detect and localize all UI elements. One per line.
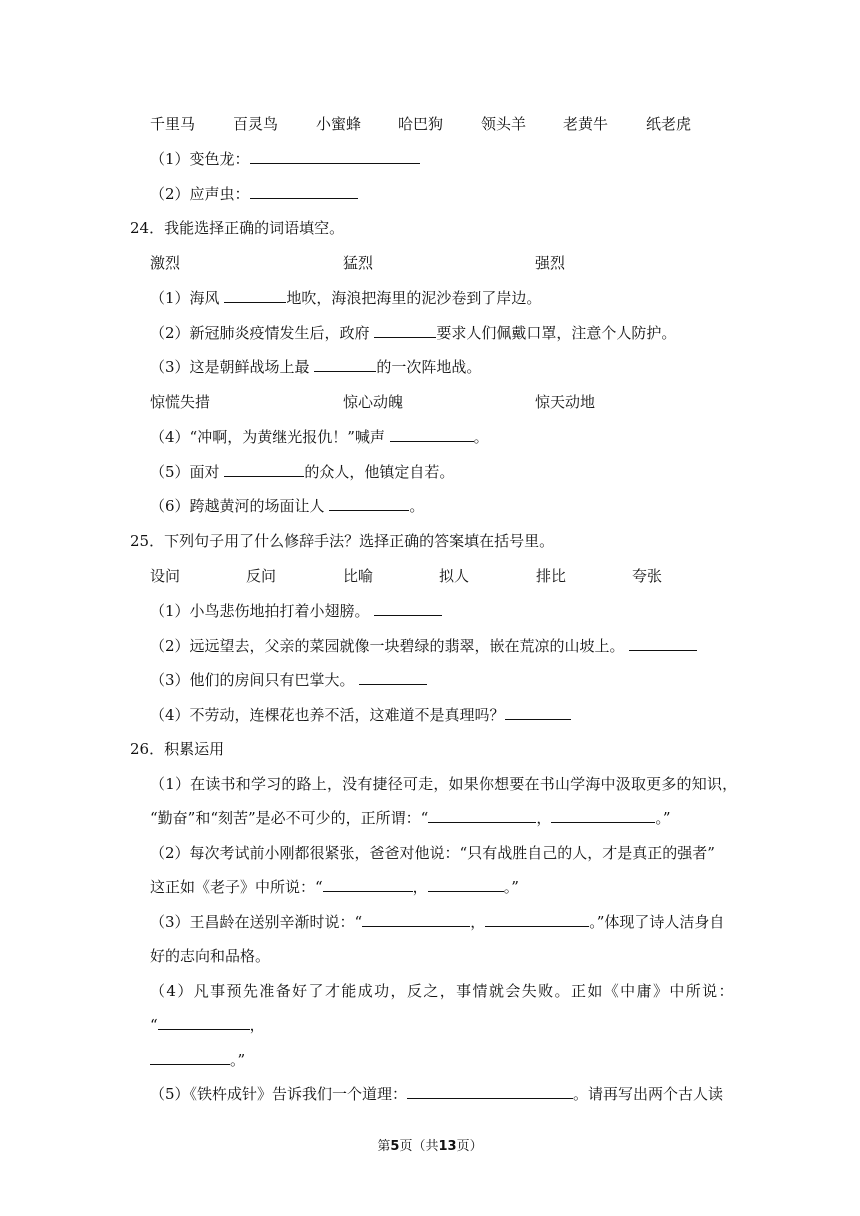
q26-p3-line1: （3）王昌龄在送别辛渐时说：“ ， 。”体现了诗人洁身自 xyxy=(150,913,725,931)
q25-sentence-3: （3）他们的房间只有巴掌大。 xyxy=(150,670,427,690)
option-word: 设问 xyxy=(150,567,181,585)
answer-blank[interactable] xyxy=(314,357,376,372)
q24-sentence-2: （2）新冠肺炎疫情发生后，政府 要求人们佩戴口罩，注意个人防护。 xyxy=(150,324,677,342)
q26-p2-line1: （2）每次考试前小刚都很紧张，爸爸对他说：“只有战胜自己的人，才是真正的强者” xyxy=(150,844,715,862)
option-word: 反问 xyxy=(246,567,277,585)
q24-sentence-1: （1）海风 地吹，海浪把海里的泥沙卷到了岸边。 xyxy=(150,289,542,307)
q25-sentence-4: （4）不劳动，连棵花也养不活，这难道不是真理吗？ xyxy=(150,705,571,725)
word-option: 惊心动魄 xyxy=(343,393,404,411)
q26-p5-line1: （5）《铁杵成针》告诉我们一个道理： 。请再写出两个古人读 xyxy=(150,1085,724,1103)
q26-p1-line1: （1）在读书和学习的路上，没有捷径可走，如果你想要在书山学海中汲取更多的知识， xyxy=(150,775,738,793)
q26-p4-line2: “ ， xyxy=(150,1016,265,1034)
answer-blank[interactable] xyxy=(629,636,697,651)
word-option: 小蜜蜂 xyxy=(316,115,362,133)
page-number: 5 xyxy=(390,1139,400,1154)
answer-blank[interactable] xyxy=(158,1015,250,1030)
answer-blank[interactable] xyxy=(374,323,436,338)
word-option: 百灵鸟 xyxy=(233,115,279,133)
answer-blank[interactable] xyxy=(250,149,420,164)
option-word: 拟人 xyxy=(439,567,470,585)
answer-blank[interactable] xyxy=(224,462,304,477)
q24-sentence-3: （3）这是朝鲜战场上最 的一次阵地战。 xyxy=(150,358,482,376)
word-option: 惊慌失措 xyxy=(150,393,211,411)
q26-p4-line1: （4）凡事预先准备好了才能成功，反之，事情就会失败。正如《中庸》中所说： xyxy=(150,982,735,1000)
option-word: 排比 xyxy=(536,567,567,585)
answer-blank[interactable] xyxy=(428,808,536,823)
answer-blank[interactable] xyxy=(428,877,504,892)
answer-blank[interactable] xyxy=(150,1050,230,1065)
answer-blank[interactable] xyxy=(329,496,409,511)
answer-blank[interactable] xyxy=(250,184,358,199)
word-option: 猛烈 xyxy=(343,254,374,272)
question-26-title: 26．积累运用 xyxy=(130,740,225,758)
word-option: 千里马 xyxy=(150,115,196,133)
answer-blank[interactable] xyxy=(362,912,470,927)
q26-p1-line2: “勤奋”和“刻苦”是必不可少的，正所谓：“ ， 。” xyxy=(150,809,671,827)
answer-blank[interactable] xyxy=(224,288,286,303)
q25-sentence-2: （2）远远望去，父亲的菜园就像一块碧绿的翡翠，嵌在荒凉的山坡上。 xyxy=(150,636,697,656)
word-option: 老黄牛 xyxy=(563,115,609,133)
page-footer: 第5页（共13页） xyxy=(377,1139,483,1154)
option-word: 夸张 xyxy=(632,567,663,585)
question-25-title: 25．下列句子用了什么修辞手法？选择正确的答案填在括号里。 xyxy=(130,532,555,550)
answer-blank[interactable] xyxy=(374,601,442,616)
q26-p3-line2: 好的志向和品格。 xyxy=(150,947,271,965)
q23-item-1: （1）变色龙： xyxy=(150,149,420,169)
word-option: 纸老虎 xyxy=(646,115,692,133)
question-24-title: 24．我能选择正确的词语填空。 xyxy=(130,219,345,237)
answer-blank[interactable] xyxy=(323,877,413,892)
q26-p4-line3: 。” xyxy=(150,1050,245,1070)
answer-blank[interactable] xyxy=(390,427,474,442)
q24-sentence-6: （6）跨越黄河的场面让人 。 xyxy=(150,497,425,515)
page-total: 13 xyxy=(438,1139,457,1154)
word-option: 哈巴狗 xyxy=(398,115,444,133)
q24-sentence-5: （5）面对 的众人，他镇定自若。 xyxy=(150,463,455,481)
q25-sentence-1: （1）小鸟悲伤地拍打着小翅膀。 xyxy=(150,601,442,621)
q24-sentence-4: （4）“冲啊，为黄继光报仇！”喊声 。 xyxy=(150,428,489,446)
answer-blank[interactable] xyxy=(407,1084,573,1099)
word-option: 惊天动地 xyxy=(535,393,596,411)
word-option: 领头羊 xyxy=(481,115,527,133)
q23-item-2: （2）应声虫： xyxy=(150,184,358,204)
answer-blank[interactable] xyxy=(359,670,427,685)
word-option: 强烈 xyxy=(535,254,566,272)
option-word: 比喻 xyxy=(343,567,374,585)
q26-p2-line2: 这正如《老子》中所说：“ ， 。” xyxy=(150,878,519,896)
answer-blank[interactable] xyxy=(551,808,655,823)
answer-blank[interactable] xyxy=(485,912,589,927)
answer-blank[interactable] xyxy=(505,705,571,720)
word-option: 激烈 xyxy=(150,254,181,272)
